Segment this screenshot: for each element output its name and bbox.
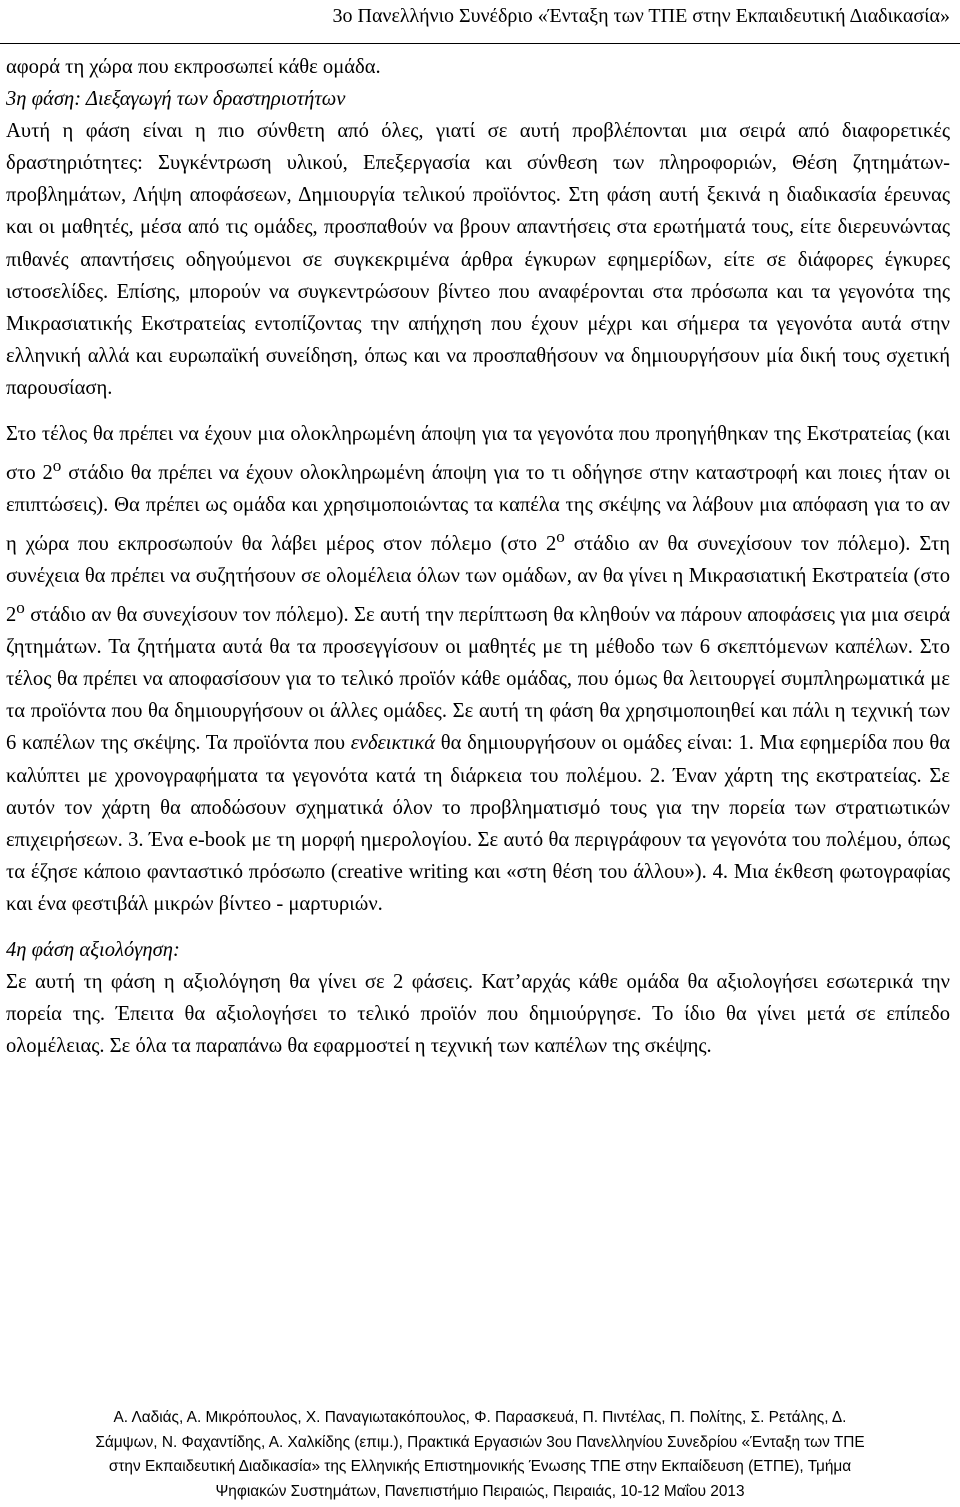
phase3-heading: 3η φάση: Διεξαγωγή των δραστηριοτήτων [6,88,346,111]
text-segment: θα δημιουργήσουν οι ομάδες είναι: 1. Μια εφημερίδα που θα καλύπτει με χρονογραφήματα τα γεγονότα κατά τη διάρκεια του πολέμου. 2. Έναν χάρτη της εκστρατείας. Σε αυτόν τον χάρτη θα αποδώσουν σχηματικά όλον το προβληματισμό τους για την πορεία των στρατιωτικών επιχειρήσεων. 3. Ένα e-book με τη μορφή ημερολογίου. Σε αυτό θα περιγράφουν τα γεγονότα του πολέμου, όπως τα έζησε κάποιο φανταστικό πρόσωπο (creative writing και «στη θέση του άλλου»). 4. Μια έκθεση φωτογραφίας και ένα φεστιβάλ μικρών βίντεο - μαρτυριών. [6,732,950,915]
footer-line: Α. Λαδιάς, Α. Μικρόπουλος, Χ. Παναγιωτακόπουλος, Φ. Παρασκευά, Π. Πιντέλας, Π. Πολίτης, Σ. Ρετάλης, Δ. [113,1409,847,1426]
paragraph-continuation: αφορά τη χώρα που εκπροσωπεί κάθε ομάδα. [6,56,381,78]
superscript: ο [16,598,25,618]
text-segment: Στο τέλος θα πρέπει να έχουν μια ολοκληρωμένη άποψη για τα γεγονότα που προηγήθηκαν της Εκστρατείας (και στο 2 [6,423,950,484]
paragraph-conclusion [6,418,950,920]
superscript: ο [556,527,565,547]
text-segment: στάδιο αν θα συνεχίσουν τον πόλεμο). Στη συνέχεια θα πρέπει να συζητήσουν σε ολομέλεια όλων των ομάδων, αν θα γίνει η Μικρασιατική Εκστρατεία (στο 2 [6,533,950,627]
superscript: ο [52,456,62,476]
phase4-heading: 4η φάση αξιολόγηση: [6,939,180,962]
page-footer [0,1406,960,1504]
text-segment: στάδιο θα πρέπει να έχουν ολοκληρωμένη άποψη για το τι οδήγησε στην καταστροφή και ποιες ήταν οι επιπτώσεις). Θα πρέπει ως ομάδα και χρησιμοποιώντας τα καπέλα της σκέψης να λάβουν μια απόφαση για το αν η χώρα που εκπροσωπούν θα λάβει μέρος στον πόλεμο (στο 2 [6,461,950,556]
paragraph-phase3: Αυτή η φάση είναι η πιο σύνθετη από όλες, γιατί σε αυτή προβλέπονται μια σειρά από διαφορετικές δραστηριότητες: Συγκέντρωση υλικού, Επεξεργασία και σύνθεση των πληροφοριών, Θέση ζητημάτων- προβλημάτων, Λήψη αποφάσεων, Δημιουργία τελικού προϊόντος. Στη φάση αυτή ξεκινά η διαδικασία έρευνας και οι μαθητές, μέσα από τις ομάδες, προσπαθούν να βρουν απαντήσεις στα ερωτήματά τους, είτε διερευνώντας πιθανές απαντήσεις οδηγούμενοι σε συγκεκριμένα άρθρα έγκυρων εφημερίδων, είτε σε διάφορες έγκυρες ιστοσελίδες. Επίσης, μπορούν να συγκεντρώσουν βίντεο που αναφέρονται στα πρόσωπα και τα γεγονότα της Μικρασιατικής Εκστρατείας εντοπίζοντας την απήχηση που έχουν μέχρι και σήμερα τα γεγονότα αυτά στην ελληνική αλλά και ευρωπαϊκή συνείδηση, όπως και να προσπαθήσουν να δημιουργήσουν μία δική τους σχετική παρουσίαση. [6,120,950,399]
document-body [6,51,950,1062]
footer-line: στην Εκπαιδευτική Διαδικασία» της Ελληνικής Επιστημονικής Ένωσης ΤΠΕ στην Εκπαίδευση (ΕΤΠΕ), Τμήμα [108,1458,852,1475]
footer-line: Ψηφιακών Συστημάτων, Πανεπιστήμιο Πειραιώς, Πειραιάς, 10-12 Μαΐου 2013 [215,1482,745,1500]
text-segment: στάδιο αν θα συνεχίσουν τον πόλεμο). Σε αυτή την περίπτωση θα κληθούν να πάρουν αποφάσεις για μια σειρά ζητημάτων. Τα ζητήματα αυτά θα τα προσεγγίσουν οι μαθητές με τη μέθοδο των 6 σκεπτόμενων καπέλων. Στο τέλος θα πρέπει να αποφασίσουν για το τελικό προϊόν κάθε ομάδας, που όμως θα λειτουργεί συμπληρωματικά με τα προϊόντα που θα δημιουργήσουν οι άλλες ομάδες. Σε αυτή τη φάση θα χρησιμοποιηθεί και πάλι η τεχνική των 6 καπέλων της σκέψης. Τα προϊόντα που [6,604,950,755]
page-header [0,0,960,44]
footer-line: Σάμψων, Ν. Φαχαντίδης, Α. Χαλκίδης (επιμ.), Πρακτικά Εργασιών 3ου Πανελληνίου Συνεδρίου «Ένταξη των ΤΠΕ [95,1433,865,1451]
emphasis-text: ενδεικτικά [350,732,436,755]
conference-title: 3ο Πανελλήνιο Συνέδριο «Ένταξη των ΤΠΕ στην Εκπαιδευτική Διαδικασία» [332,5,950,27]
paragraph-phase4: Σε αυτή τη φάση η αξιολόγηση θα γίνει σε 2 φάσεις. Κατ’αρχάς κάθε ομάδα θα αξιολογήσει εσωτερικά την πορεία της. Έπειτα θα αξιολογήσει το τελικό προϊόν που δημιούργησε. Το ίδιο θα γίνει μετά σε επίπεδο ολομέλειας. Σε όλα τα παραπάνω θα εφαρμοστεί η τεχνική των καπέλων της σκέψης. [6,971,950,1058]
